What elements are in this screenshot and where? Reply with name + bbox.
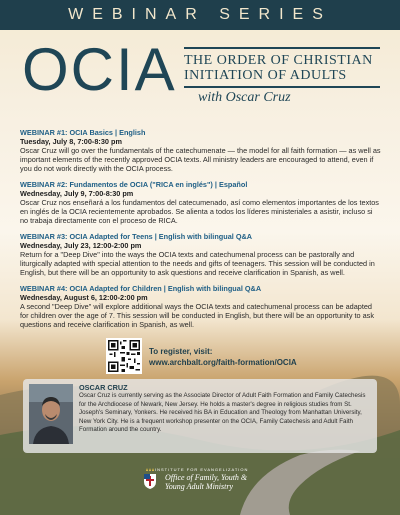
register-link[interactable]: www.archbalt.org/faith-formation/OCIA	[149, 358, 297, 367]
subtitle-top-rule	[184, 47, 380, 49]
session-item	[20, 232, 382, 277]
qr-code-icon[interactable]	[106, 338, 142, 374]
session-description: Oscar Cruz will go over the fundamentals of the catechumenate — the model for all faith formation — as well as important elements of the recently approved OCIA texts. All ministry leaders are encouraged to attend, even if you do not work directly with the OCIA process.	[20, 146, 381, 173]
office-name: Office of Family, Youth & Young Adult Ministry	[165, 473, 248, 491]
presenter-name: OSCAR CRUZ	[79, 383, 128, 392]
session-item	[20, 180, 382, 225]
presenter-bio: Oscar Cruz is currently serving as the Associate Director of Adult Faith Formation and Family Catechesis for the Archdiocese of Newark, New Jersey. He holds a master's degree in religious studies from St. Joseph's Seminary, Yonkers. He received his BA in Education and Theology from Manhattan University, New York City. He is a frequent workshop presenter on the OCIA, Family Catechesis and Adult Faith Formation around the country.	[79, 392, 366, 434]
session-description: A second "Deep Dive" will explore additional ways the OCIA texts and catechumenal process can be adapted for children over the age of 7. This session will be conducted in English, but there will be an opportunity to ask questions and receive clarification in Spanish, as well.	[20, 302, 374, 329]
session-item	[20, 128, 382, 173]
presenter-bio-card	[23, 379, 377, 453]
session-list	[20, 128, 382, 336]
webinar-series-banner: WEBINAR SERIES	[0, 0, 400, 30]
session-description: Oscar Cruz nos enseñará a los fundamentos del catecumenado, así como elementos importantes de los textos en inglés de la OCIA recientemente aprobados. Se alienta a todos los líderes ministeriales a asistir, incluso si no trabaja directamente con el proceso de RICA.	[20, 198, 379, 225]
session-description: Return for a "Deep Dive" into the ways the OCIA texts and catechumenal process can be pastorally and liturgically adapted with special attention to the needs and gifts of teenagers. This session will be conducted in English, but there will be an opportunity to ask questions and receive clarification in Spanish, as well.	[20, 250, 375, 277]
subtitle-bottom-rule	[184, 86, 380, 88]
host-line: with Oscar Cruz	[198, 90, 291, 105]
ocia-logo: OCIA	[22, 36, 177, 103]
session-title: WEBINAR #4: OCIA Adapted for Children | English with bilingual Q&A	[20, 284, 262, 293]
ocia-full-name: THE ORDER OF CHRISTIAN INITIATION OF ADULTS	[184, 53, 373, 83]
session-item	[20, 284, 382, 329]
registration-block	[149, 346, 297, 368]
session-title: WEBINAR #2: Fundamentos de OCIA ("RICA en inglés") | Español	[20, 180, 248, 189]
institute-name: INSTITUTE FOR EVANGELIZATION	[155, 467, 249, 472]
session-date: Wednesday, July 9, 7:00-8:30 pm	[20, 189, 134, 198]
session-title: WEBINAR #1: OCIA Basics | English	[20, 128, 146, 137]
register-label: To register, visit:	[149, 347, 213, 356]
presenter-photo	[29, 384, 73, 444]
institute-logo	[143, 468, 263, 508]
session-date: Wednesday, July 23, 12:00-2:00 pm	[20, 241, 142, 250]
session-date: Wednesday, August 6, 12:00-2:00 pm	[20, 293, 148, 302]
session-date: Tuesday, July 8, 7:00-8:30 pm	[20, 137, 122, 146]
session-title: WEBINAR #3: OCIA Adapted for Teens | English with bilingual Q&A	[20, 232, 253, 241]
